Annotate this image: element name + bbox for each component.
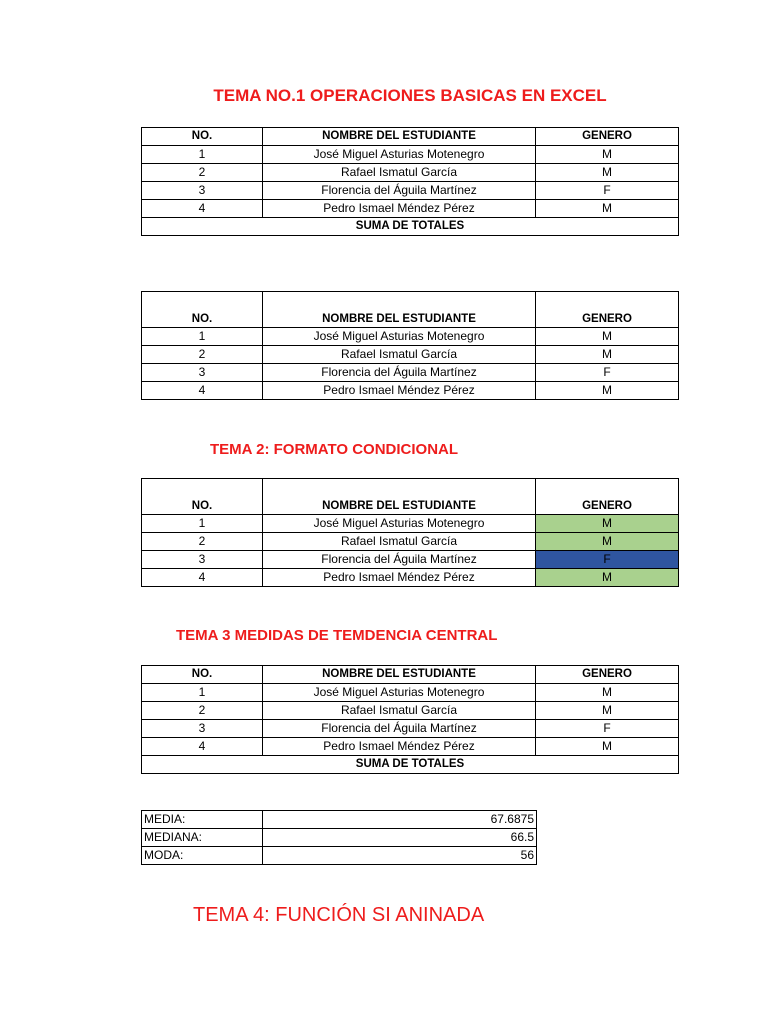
table-row <box>142 684 679 702</box>
table-row <box>142 346 679 364</box>
cell-gender[interactable]: M <box>536 328 679 346</box>
header-no[interactable]: NO. <box>142 292 263 328</box>
title-tema-4: TEMA 4: FUNCIÓN SI ANINADA <box>193 904 485 926</box>
cell-name[interactable]: Florencia del Águila Martínez <box>263 551 536 569</box>
stat-row <box>142 829 537 847</box>
cell-no[interactable]: 1 <box>142 146 263 164</box>
header-gender[interactable]: GENERO <box>536 292 679 328</box>
cell-no[interactable]: 1 <box>142 684 263 702</box>
table-row <box>142 515 679 533</box>
cell-no[interactable]: 3 <box>142 551 263 569</box>
cell-gender[interactable]: M <box>536 382 679 400</box>
cell-name[interactable]: José Miguel Asturias Motenegro <box>263 684 536 702</box>
cell-name[interactable]: Pedro Ismael Méndez Pérez <box>263 382 536 400</box>
cell-gender[interactable]: M <box>536 200 679 218</box>
stat-label[interactable]: MODA: <box>142 847 263 865</box>
cell-name[interactable]: Florencia del Águila Martínez <box>263 720 536 738</box>
cell-gender[interactable]: F <box>536 720 679 738</box>
header-name[interactable]: NOMBRE DEL ESTUDIANTE <box>263 479 536 515</box>
table-row <box>142 146 679 164</box>
students-table-4 <box>141 665 679 774</box>
cell-name[interactable]: Rafael Ismatul García <box>263 702 536 720</box>
table-row <box>142 364 679 382</box>
cell-name[interactable]: Rafael Ismatul García <box>263 346 536 364</box>
total-label-cell[interactable]: SUMA DE TOTALES <box>142 756 679 774</box>
stat-row <box>142 811 537 829</box>
students-table-2 <box>141 291 679 400</box>
header-gender[interactable]: GENERO <box>536 479 679 515</box>
table-row <box>142 164 679 182</box>
cell-gender[interactable]: M <box>536 738 679 756</box>
cell-gender[interactable]: M <box>536 684 679 702</box>
table-row <box>142 720 679 738</box>
cell-no[interactable]: 4 <box>142 200 263 218</box>
cell-name[interactable]: Pedro Ismael Méndez Pérez <box>263 200 536 218</box>
title-tema-2: TEMA 2: FORMATO CONDICIONAL <box>210 441 459 458</box>
table-row <box>142 569 679 587</box>
cell-no[interactable]: 4 <box>142 738 263 756</box>
cell-name[interactable]: José Miguel Asturias Motenegro <box>263 515 536 533</box>
central-tendency-table <box>141 810 537 865</box>
table-row <box>142 182 679 200</box>
cell-no[interactable]: 2 <box>142 346 263 364</box>
header-gender[interactable]: GENERO <box>536 128 679 146</box>
cell-no[interactable]: 4 <box>142 569 263 587</box>
stat-value[interactable]: 66.5 <box>263 829 537 847</box>
table-header-row <box>142 292 679 328</box>
cell-gender[interactable]: M <box>536 164 679 182</box>
table-row <box>142 702 679 720</box>
cell-gender[interactable]: M <box>536 346 679 364</box>
total-row <box>142 218 679 236</box>
table-header-row <box>142 128 679 146</box>
table-header-row <box>142 666 679 684</box>
students-table-1 <box>141 127 679 236</box>
cell-no[interactable]: 2 <box>142 533 263 551</box>
cell-name[interactable]: Florencia del Águila Martínez <box>263 364 536 382</box>
title-tema-1: TEMA NO.1 OPERACIONES BASICAS EN EXCEL <box>213 86 607 105</box>
table-header-row <box>142 479 679 515</box>
header-no[interactable]: NO. <box>142 666 263 684</box>
header-name[interactable]: NOMBRE DEL ESTUDIANTE <box>263 128 536 146</box>
stat-label[interactable]: MEDIA: <box>142 811 263 829</box>
title-tema-3: TEMA 3 MEDIDAS DE TEMDENCIA CENTRAL <box>176 627 498 644</box>
stat-value[interactable]: 67.6875 <box>263 811 537 829</box>
table-row <box>142 200 679 218</box>
header-name[interactable]: NOMBRE DEL ESTUDIANTE <box>263 292 536 328</box>
cell-name[interactable]: Rafael Ismatul García <box>263 164 536 182</box>
cell-name[interactable]: Pedro Ismael Méndez Pérez <box>263 569 536 587</box>
students-table-conditional <box>141 478 679 587</box>
stat-value[interactable]: 56 <box>263 847 537 865</box>
header-name[interactable]: NOMBRE DEL ESTUDIANTE <box>263 666 536 684</box>
cell-name[interactable]: Florencia del Águila Martínez <box>263 182 536 200</box>
table-row <box>142 382 679 400</box>
cell-no[interactable]: 3 <box>142 364 263 382</box>
stat-label[interactable]: MEDIANA: <box>142 829 263 847</box>
total-row <box>142 756 679 774</box>
stat-row <box>142 847 537 865</box>
table-row <box>142 533 679 551</box>
cell-no[interactable]: 4 <box>142 382 263 400</box>
cell-name[interactable]: Pedro Ismael Méndez Pérez <box>263 738 536 756</box>
cell-name[interactable]: José Miguel Asturias Motenegro <box>263 146 536 164</box>
header-gender[interactable]: GENERO <box>536 666 679 684</box>
cell-gender-formatted[interactable]: M <box>536 515 679 533</box>
header-no[interactable]: NO. <box>142 128 263 146</box>
cell-no[interactable]: 3 <box>142 182 263 200</box>
cell-gender-formatted[interactable]: M <box>536 533 679 551</box>
cell-gender[interactable]: M <box>536 146 679 164</box>
cell-gender[interactable]: F <box>536 364 679 382</box>
table-row <box>142 738 679 756</box>
cell-gender-formatted[interactable]: F <box>536 551 679 569</box>
header-no[interactable]: NO. <box>142 479 263 515</box>
cell-no[interactable]: 2 <box>142 702 263 720</box>
cell-no[interactable]: 3 <box>142 720 263 738</box>
cell-no[interactable]: 2 <box>142 164 263 182</box>
table-row <box>142 551 679 569</box>
cell-no[interactable]: 1 <box>142 515 263 533</box>
cell-no[interactable]: 1 <box>142 328 263 346</box>
cell-name[interactable]: Rafael Ismatul García <box>263 533 536 551</box>
cell-name[interactable]: José Miguel Asturias Motenegro <box>263 328 536 346</box>
total-label-cell[interactable]: SUMA DE TOTALES <box>142 218 679 236</box>
table-row <box>142 328 679 346</box>
cell-gender-formatted[interactable]: M <box>536 569 679 587</box>
cell-gender[interactable]: F <box>536 182 679 200</box>
cell-gender[interactable]: M <box>536 702 679 720</box>
